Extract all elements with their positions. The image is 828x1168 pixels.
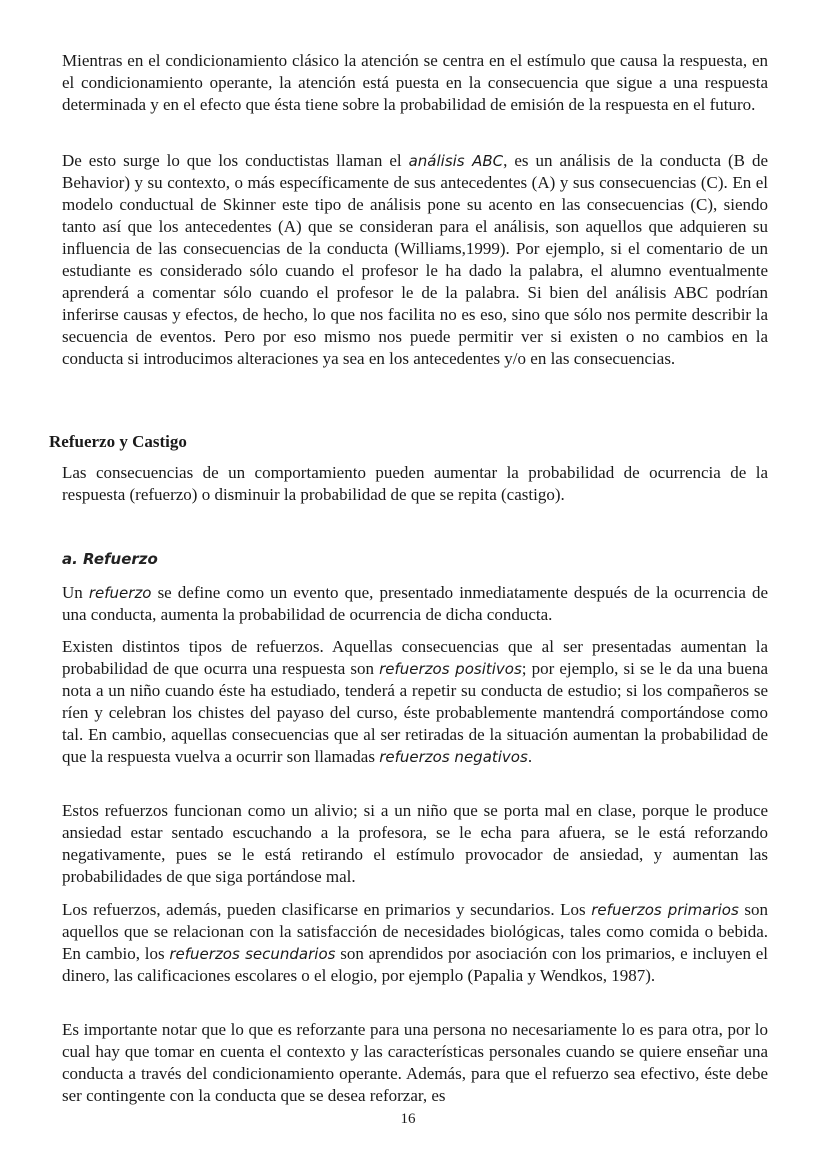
paragraph-primary-secondary — [62, 899, 768, 987]
paragraph-classical-vs-operant: Mientras en el condicionamiento clásico la atención se centra en el estímulo que causa la respuesta, en el condicionamiento operante, la atención está puesta en la consecuencia que sigue a una respuesta determinada y en el efecto que ésta tiene sobre la probabilidad de emisión de la respuesta en el futuro. — [62, 51, 768, 114]
term-refuerzos-secundarios: refuerzos secundarios — [169, 945, 336, 963]
text-run: ; por ejemplo, si se le da una buena nota a un niño cuando éste ha estudiado, tenderá a repetir su conducta de estudio; si los compañeros se ríen y celebran los chistes del payaso del curso, éste probablemente mantendrá comportándose como tal. En cambio, aquellas consecuencias que al ser retiradas de la situación aumentan la probabilidad de que la respuesta vuelva a ocurrir son llamadas — [62, 659, 768, 766]
paragraph-negative-reinforcement-example: Estos refuerzos funcionan como un alivio; si a un niño que se porta mal en clase, porque le produce ansiedad estar sentado escuchando a la profesora, se le echa para afuera, se le está reforzando negativamente, pues se le está retirando el estímulo provocador de ansiedad, y aumentan las probabilidades de que siga portándose mal. — [62, 801, 768, 886]
term-refuerzo: refuerzo — [88, 584, 152, 602]
paragraph-refuerzo-definition — [62, 582, 768, 626]
text-run: son aquellos que se relacionan con la satisfacción de necesidades biológicas, tales como comida o bebida. En cambio, los — [62, 900, 768, 963]
text-run: Un — [62, 583, 89, 602]
text-run: son aprendidos por asociación con los primarios, e incluyen el dinero, las calificaciones escolares o el elogio, por ejemplo (Papalia y Wendkos, 1987). — [62, 944, 769, 985]
paragraph-reinforcement-types — [62, 636, 768, 768]
page-number: 16 — [400, 1111, 416, 1127]
term-refuerzos-primarios: refuerzos primarios — [591, 901, 739, 919]
text-run: Los refuerzos, además, pueden clasificarse en primarios y secundarios. Los — [62, 900, 592, 919]
paragraph-context-contingency: Es importante notar que lo que es reforzante para una persona no necesariamente lo es para otra, por lo cual hay que tomar en cuenta el contexto y las características personales cuando se quiere enseñar una conducta a través del condicionamiento operante. Además, para que el refuerzo sea efectivo, éste debe ser contingente con la conducta que se desea reforzar, es — [62, 1020, 768, 1105]
term-refuerzos-negativos: refuerzos negativos — [379, 748, 528, 766]
text-run: , es un análisis de la conducta (B de Behavior) y su contexto, o más específicamente de sus antecedentes (A) y sus consecuencias (C). En el modelo conductual de Skinner este tipo de análisis pone su acento en las consecuencias (C), siendo tanto así que los antecedentes (A) que se consideran para el análisis, son aquellos que adquieren su influencia de las consecuencias de la conducta (Williams,1999). Por ejemplo, si el comentario de un estudiante es considerado sólo cuando el profesor le ha dado la palabra, el alumno eventualmente aprenderá a comentar sólo cuando el profesor le de la palabra. Si bien del análisis ABC podrían inferirse causas y efectos, de hecho, lo que nos facilita no es eso, sino que sólo nos permite describir la secuencia de eventos. Pero por eso mismo nos puede permitir ver si existen o no cambios en la conducta si introducimos alteraciones ya sea en los antecedentes y/o en las consecuencias. — [62, 151, 768, 368]
text-run: Existen distintos tipos de refuerzos. Aquellas consecuencias que al ser presentadas aumentan la probabilidad de que ocurra una respuesta son — [62, 637, 768, 678]
term-refuerzos-positivos: refuerzos positivos — [379, 660, 522, 678]
section-heading-refuerzo-castigo: Refuerzo y Castigo — [49, 432, 187, 451]
text-run: se define como un evento que, presentado inmediatamente después de la ocurrencia de una conducta, aumenta la probabilidad de ocurrencia de dicha conducta. — [62, 583, 769, 624]
text-run: De esto surge lo que los conductistas llaman el — [62, 151, 409, 170]
paragraph-abc-analysis — [62, 150, 768, 370]
subsection-heading-refuerzo: a. Refuerzo — [62, 550, 158, 568]
paragraph-consequences: Las consecuencias de un comportamiento pueden aumentar la probabilidad de ocurrencia de la respuesta (refuerzo) o disminuir la probabilidad de que se repita (castigo). — [62, 463, 768, 504]
term-abc-analysis: análisis ABC — [408, 152, 504, 170]
text-run: . — [527, 747, 533, 766]
